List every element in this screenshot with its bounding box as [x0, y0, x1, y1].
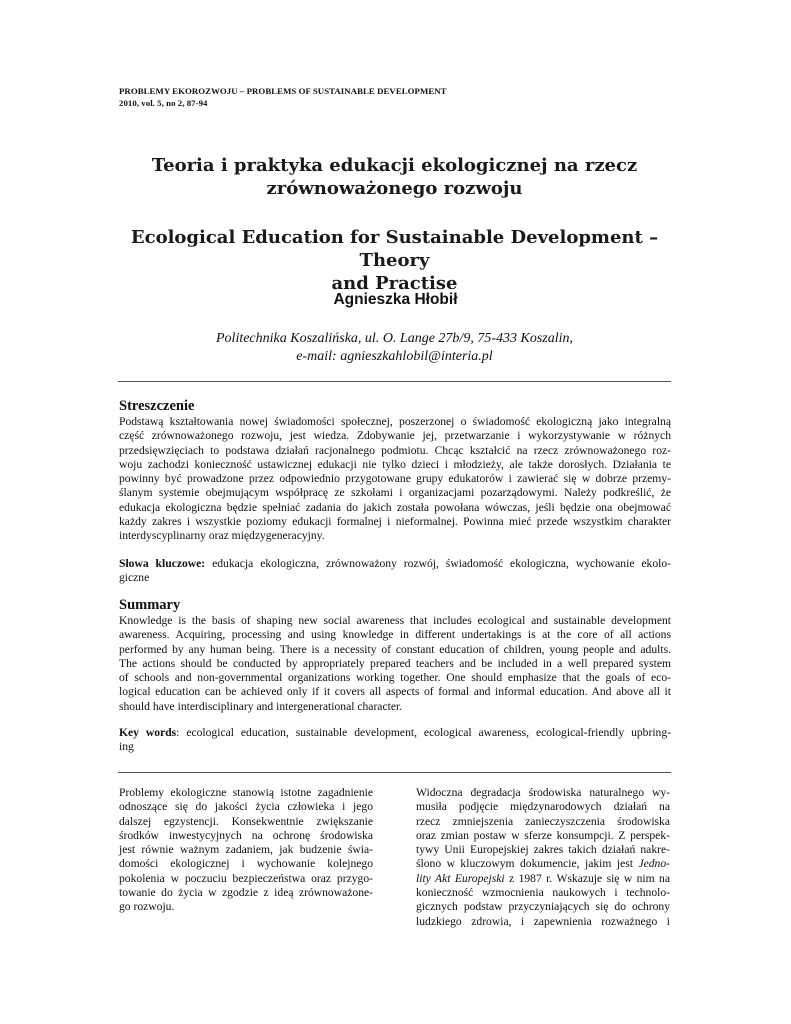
text-line: Widoczna degradacja środowiska naturalnego wy- [416, 786, 670, 799]
text-line: woju zachodzi konieczność ustawicznej edukacji nie tylko dzieci i młodzieży, ale także dorosłych. Działania te [119, 457, 671, 471]
text-line: ślanym systemie obejmującym współpracę ze szkołami i organizacjami pozarządowymi. Należy podkreślić, że [119, 486, 671, 500]
text-line: dalszej egzystencji. Konsekwentnie zwiększanie [119, 814, 373, 828]
text-line: odnoszące się do jakości życia człowieka i jego [119, 800, 373, 814]
divider-body [118, 772, 671, 773]
text-line [416, 872, 670, 886]
keywords-en-text: : ecological education, sustainable development, ecological awareness, ecological-friendly upbring- [176, 726, 672, 739]
document-title-italic: Jedno- [638, 857, 670, 871]
journal-issue: 2010, vol. 5, no 2, 87-94 [119, 97, 208, 108]
body-column-left [119, 786, 373, 915]
text-line: of schools and non-governmental organizations working together. One should emphasize that the goals of eco- [119, 671, 671, 685]
text-line: oraz zmian postaw w sferze konsumpcji. Z perspek- [416, 828, 670, 842]
keywords-en-line [119, 726, 671, 740]
body-column-right [416, 786, 670, 929]
text-line: konieczność wzmocnienia naukowych i technolo- [416, 886, 670, 900]
journal-header [119, 86, 447, 109]
text-line: awareness. Acquiring, processing and using knowledge in different undertakings is at the core of all actions [119, 628, 671, 642]
text-line: przedsięwzięciach to podstawa działań racjonalnego podmiotu. Chcąc kształcić na rzecz zrównoważonego roz- [119, 443, 671, 457]
title-english-line: and Practise [331, 273, 458, 294]
divider-top [118, 381, 671, 382]
journal-name: PROBLEMY EKOROZWOJU – PROBLEMS OF SUSTAINABLE DEVELOPMENT [119, 86, 447, 96]
document-title-italic: lity Akt Europejski [416, 871, 505, 885]
text-line: The actions should be conducted by appropriately prepared teachers and be included in a well prepared system [119, 656, 671, 670]
affiliation [100, 330, 689, 366]
abstract-pl-body [119, 415, 671, 544]
text-line: edukacja ekologiczna będzie spełniać zadania do jakich została powołana wówczas, jeśli będzie ona obejmować [119, 500, 671, 514]
text-line: logical education can be achieved only if it covers all aspects of formal and informal education. And above all it [119, 685, 671, 699]
text-line: Knowledge is the basis of shaping new social awareness that includes ecological and sustainable development [119, 614, 671, 627]
text-line: ludzkiego zdrowia, i zapewnienia rozważnego i [416, 914, 670, 928]
affiliation-email: e-mail: agnieszkahlobil@interia.pl [296, 349, 493, 364]
text-line: should have interdisciplinary and intergenerational character. [119, 699, 403, 713]
text-line: każdy zakres i wszystkie poziomy edukacji formalnej i nieformalnej. Powinna mieć przede wszystkim charakter [119, 515, 671, 529]
text-line: musiła podjęcie międzynarodowych działań na [416, 800, 670, 814]
text-line: powinny być prowadzone przez odpowiednio przygotowane grupy edukatorów i zawierać się w dobrze przemy- [119, 472, 671, 486]
abstract-en-body [119, 614, 671, 714]
text-fragment: z 1987 r. Wskazuje się w nim na [504, 871, 670, 885]
keywords-pl-line [119, 557, 671, 571]
text-line: towanie do życia w zgodzie z ideą zrównoważone- [119, 886, 373, 900]
text-fragment: ślono w kluczowym dokumencie, jakim jest [416, 857, 639, 871]
text-line: Problemy ekologiczne stanowią istotne zagadnienie [119, 786, 373, 799]
text-line: Podstawą kształtowania nowej świadomości społecznej, poszerzonej o świadomość ekologiczną jako integralną [119, 415, 671, 428]
keywords-pl-label: Słowa kluczowe: [119, 557, 206, 570]
text-line: część zrównoważonego rozwoju, jest wiedza. Zdobywanie jej, przetwarzanie i wykorzystywanie w różnych [119, 429, 671, 443]
keywords-pl-text: edukacja ekologiczna, zrównoważony rozwój, świadomość ekologiczna, wychowanie ekolo- [212, 557, 672, 570]
title-polish-line: zrównoważonego rozwoju [266, 178, 523, 199]
keywords-en-text: ing [119, 740, 134, 754]
text-line: interdyscyplinarny oraz międzygeneracyjny. [119, 529, 325, 543]
text-line: gicznych podstaw przyczyniających się do ochrony [416, 900, 670, 914]
text-line: środków inwestycyjnych na ochronę środowiska [119, 828, 373, 842]
keywords-en-label: Key words [119, 726, 177, 739]
text-line: pokolenia w poczuciu bezpieczeństwa oraz przygo- [119, 871, 373, 885]
text-line: jest równie ważnym zadaniem, jak budzenie świa- [119, 843, 373, 857]
text-line: rzecz zmniejszenia zanieczyszczenia środowiska [416, 814, 670, 828]
title-english-line: Ecological Education for Sustainable Development – Theory [130, 227, 659, 271]
text-line: go rozwoju. [119, 900, 175, 914]
text-line: performed by any human being. There is a necessity of constant education of children, young people and adults. [119, 642, 671, 656]
author-name: Agnieszka Hłobił [333, 291, 458, 308]
keywords-en [119, 726, 671, 755]
title-polish-line: Teoria i praktyka edukacji ekologicznej na rzecz [151, 155, 638, 176]
text-line: tywy Unii Europejskiej zakres takich działań nakre- [416, 843, 670, 857]
affiliation-address: Politechnika Koszalińska, ul. O. Lange 27b/9, 75-433 Koszalin, [216, 331, 573, 346]
text-line [416, 857, 670, 871]
abstract-en-heading: Summary [119, 597, 181, 613]
abstract-pl-heading: Streszczenie [119, 398, 195, 414]
keywords-pl [119, 557, 671, 586]
title-english [100, 226, 689, 295]
keywords-pl-text: giczne [119, 571, 150, 585]
title-polish [100, 154, 689, 200]
text-line: domości ekologicznej i wychowanie kolejnego [119, 857, 373, 871]
